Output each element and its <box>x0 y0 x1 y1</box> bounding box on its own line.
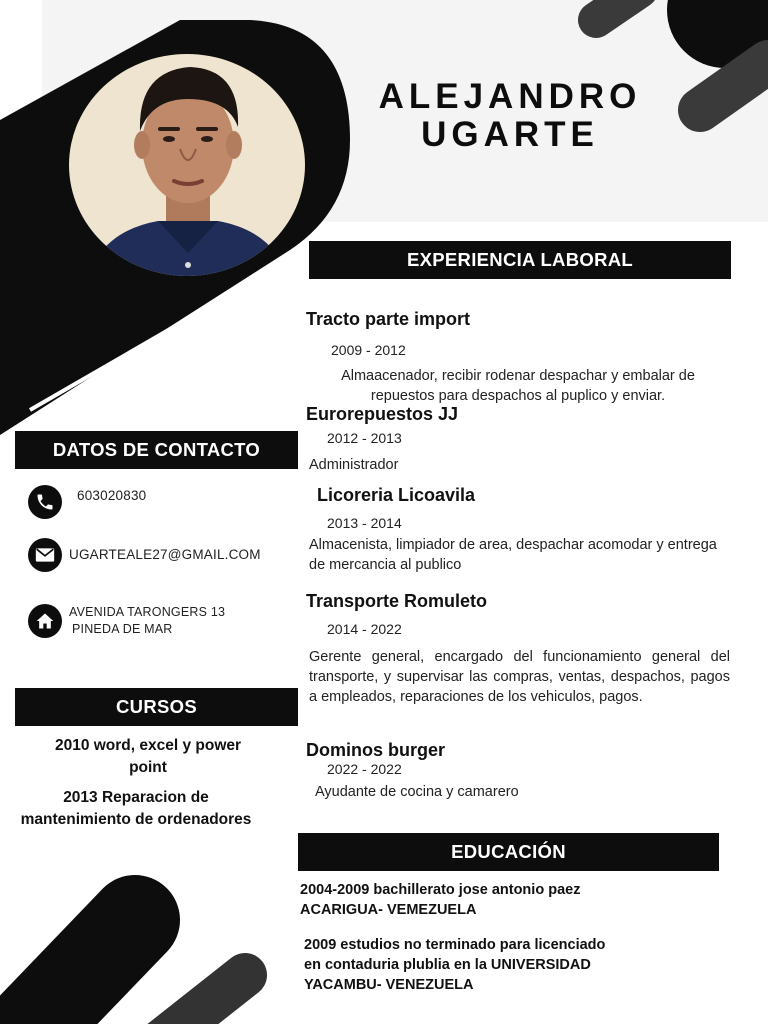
last-name: UGARTE <box>421 115 599 154</box>
job-description: Gerente general, encargado del funcionamiento general del transporte, y supervisar las compras, ventas, despachos, pagos a empleados, reparaciones de los vehiculos, pagos. <box>309 649 730 705</box>
course-item: 2010 word, excel y power point <box>54 737 242 776</box>
job-description: Almacenista, limpiador de area, despachar acomodar y entrega de mercancia al publico <box>309 537 717 573</box>
job-dates: 2009 - 2012 <box>331 342 406 358</box>
job-description: Almaacenador, recibir rodenar despachar y embalar de repuestos para despachos al puplico y enviar. <box>341 368 695 404</box>
address-line-1: AVENIDA TARONGERS 13 <box>69 605 226 619</box>
courses-heading: CURSOS <box>15 688 298 726</box>
bottom-capsule-black <box>10 920 135 1024</box>
course-item: 2013 Reparacion de mantenimiento de ordenadores <box>20 789 252 828</box>
job-dates: 2022 - 2022 <box>327 761 402 777</box>
job-dates: 2013 - 2014 <box>327 515 402 531</box>
job-dates: 2012 - 2013 <box>327 430 402 446</box>
contact-address <box>69 604 225 638</box>
education-item: 2009 estudios no terminado para licenciado en contaduria plublia en la UNIVERSIDAD YACAMBU- VENEZUELA <box>304 937 606 993</box>
contact-heading: DATOS DE CONTACTO <box>15 431 298 469</box>
top-capsule-small <box>596 0 640 20</box>
job-dates: 2014 - 2022 <box>327 621 402 637</box>
mail-icon <box>28 538 62 572</box>
name-block <box>352 78 668 154</box>
job-description: Administrador <box>309 457 399 473</box>
job-title: Licoreria Licoavila <box>317 485 476 505</box>
experience-heading: EXPERIENCIA LABORAL <box>309 241 731 279</box>
phone-icon <box>28 485 62 519</box>
first-name: ALEJANDRO <box>378 77 642 116</box>
address-line-2: PINEDA DE MAR <box>72 622 173 636</box>
job-title: Eurorepuestos JJ <box>306 404 459 424</box>
education-item: 2004-2009 bachillerato jose antonio paez ACARIGUA- VEMEZUELA <box>300 882 581 918</box>
bottom-capsule-grey <box>150 975 245 1024</box>
job-title: Tracto parte import <box>306 309 471 329</box>
contact-phone: 603020830 <box>77 488 147 503</box>
top-capsule-grey <box>700 62 768 110</box>
home-icon <box>28 604 62 638</box>
education-heading: EDUCACIÓN <box>298 833 719 871</box>
contact-email: UGARTEALE27@GMAIL.COM <box>69 547 261 562</box>
profile-photo <box>68 53 306 277</box>
job-title: Dominos burger <box>306 740 446 760</box>
job-description: Ayudante de cocina y camarero <box>315 784 519 800</box>
job-title: Transporte Romuleto <box>306 591 488 611</box>
